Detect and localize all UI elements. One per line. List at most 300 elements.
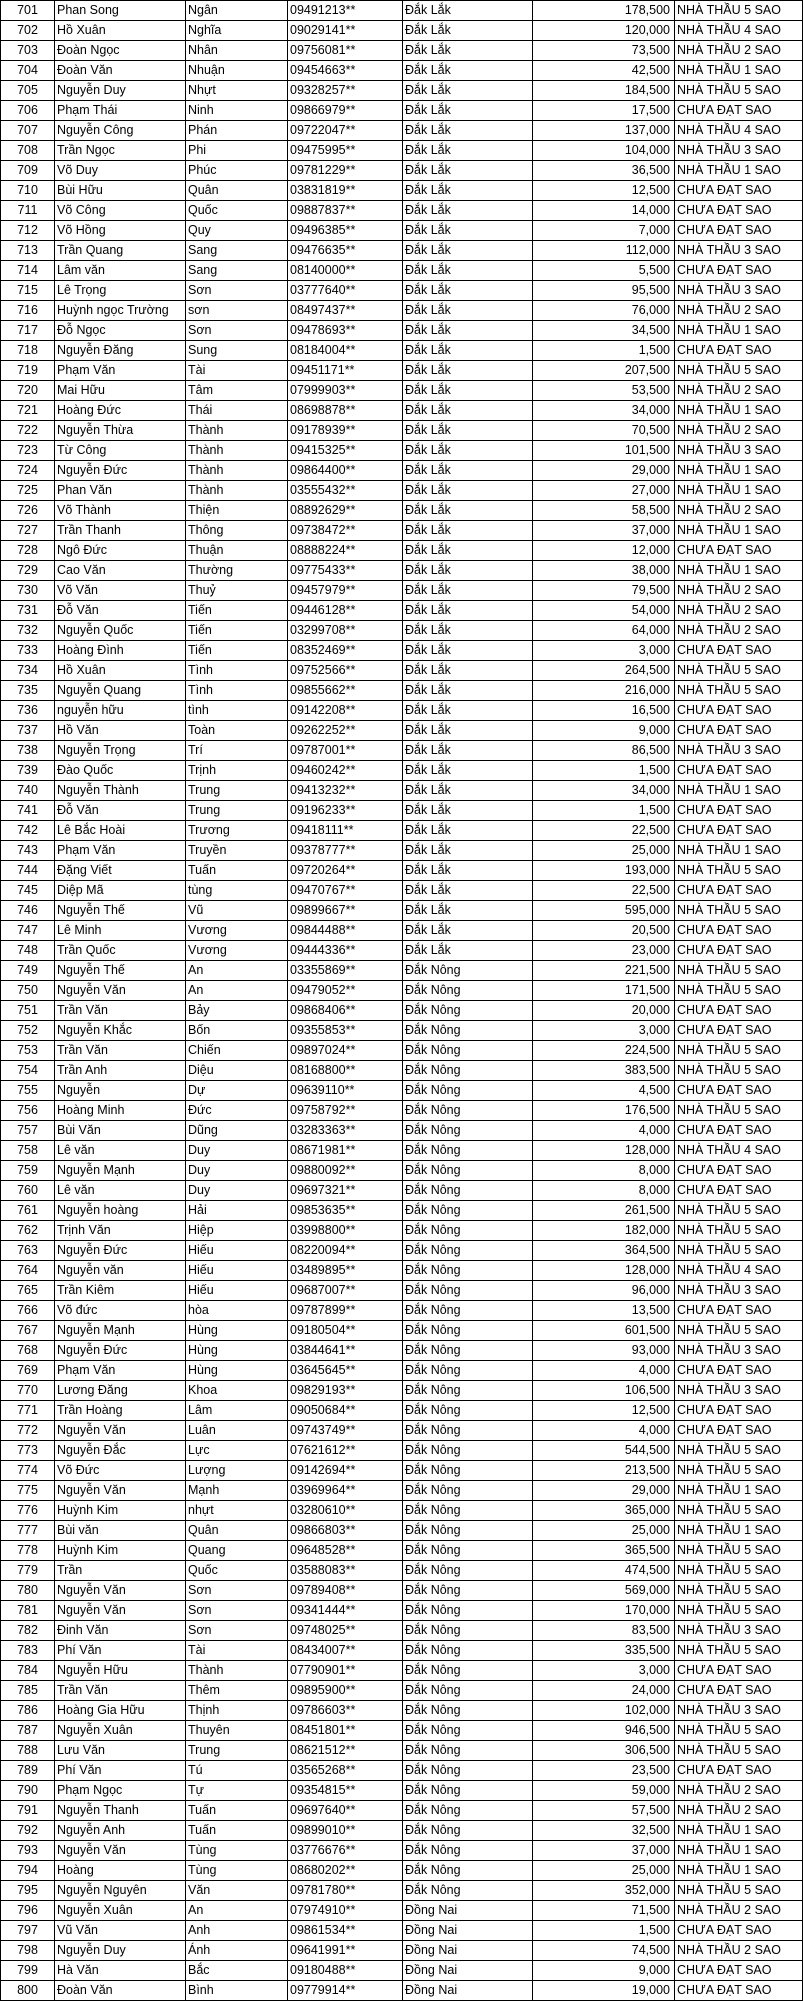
cell-hang: CHƯA ĐẠT SAO xyxy=(675,101,803,121)
cell-tinh: Đắk Nông xyxy=(403,961,533,981)
table-row xyxy=(1,1201,803,1221)
cell-so-dien-thoai: 03283363** xyxy=(288,1121,403,1141)
cell-tinh: Đồng Nai xyxy=(403,1941,533,1961)
cell-ten: Vương xyxy=(186,921,288,941)
cell-tinh: Đắk Nông xyxy=(403,1541,533,1561)
cell-hang: NHÀ THẦU 5 SAO xyxy=(675,961,803,981)
cell-so-dien-thoai: 03831819** xyxy=(288,181,403,201)
cell-tinh: Đắk Nông xyxy=(403,1061,533,1081)
cell-so-dien-thoai: 09789408** xyxy=(288,1581,403,1601)
cell-diem: 76,000 xyxy=(533,301,675,321)
cell-ten: Thuyên xyxy=(186,1721,288,1741)
cell-stt: 726 xyxy=(1,501,55,521)
cell-ten: Trí xyxy=(186,741,288,761)
cell-stt: 800 xyxy=(1,1981,55,2001)
cell-tinh: Đắk Lắk xyxy=(403,201,533,221)
cell-ten: Phúc xyxy=(186,161,288,181)
cell-ho-dem: Nguyễn Đăng xyxy=(55,341,186,361)
cell-ten: Hiếu xyxy=(186,1261,288,1281)
cell-stt: 755 xyxy=(1,1081,55,1101)
cell-tinh: Đắk Nông xyxy=(403,1161,533,1181)
cell-so-dien-thoai: 03555432** xyxy=(288,481,403,501)
cell-ten: Thành xyxy=(186,481,288,501)
cell-tinh: Đắk Nông xyxy=(403,1841,533,1861)
cell-ho-dem: Nguyễn văn xyxy=(55,1261,186,1281)
table-row xyxy=(1,1581,803,1601)
cell-ho-dem: nguyễn hữu xyxy=(55,701,186,721)
cell-stt: 744 xyxy=(1,861,55,881)
cell-ten: Quân xyxy=(186,1521,288,1541)
cell-stt: 721 xyxy=(1,401,55,421)
cell-diem: 365,000 xyxy=(533,1501,675,1521)
cell-diem: 101,500 xyxy=(533,441,675,461)
cell-ten: Ngân xyxy=(186,1,288,21)
cell-ten: Hùng xyxy=(186,1341,288,1361)
cell-tinh: Đắk Nông xyxy=(403,1801,533,1821)
cell-so-dien-thoai: 09697321** xyxy=(288,1181,403,1201)
table-row xyxy=(1,41,803,61)
cell-tinh: Đắk Lắk xyxy=(403,21,533,41)
cell-so-dien-thoai: 09748025** xyxy=(288,1621,403,1641)
cell-tinh: Đắk Lắk xyxy=(403,121,533,141)
cell-tinh: Đắk Nông xyxy=(403,1081,533,1101)
cell-ten: Phán xyxy=(186,121,288,141)
cell-diem: 25,000 xyxy=(533,841,675,861)
cell-ho-dem: Hoàng Đình xyxy=(55,641,186,661)
table-row xyxy=(1,1021,803,1041)
cell-tinh: Đắk Nông xyxy=(403,1261,533,1281)
cell-ten: Sơn xyxy=(186,1601,288,1621)
cell-hang: CHƯA ĐẠT SAO xyxy=(675,1021,803,1041)
cell-hang: NHÀ THẦU 2 SAO xyxy=(675,501,803,521)
cell-ho-dem: Phạm Văn xyxy=(55,1361,186,1381)
cell-stt: 774 xyxy=(1,1461,55,1481)
cell-ten: Duy xyxy=(186,1141,288,1161)
table-row xyxy=(1,1981,803,2001)
cell-ho-dem: Nguyễn Anh xyxy=(55,1821,186,1841)
cell-hang: NHÀ THẦU 1 SAO xyxy=(675,781,803,801)
cell-tinh: Đắk Nông xyxy=(403,1861,533,1881)
cell-hang: NHÀ THẦU 1 SAO xyxy=(675,401,803,421)
table-row xyxy=(1,1241,803,1261)
table-row xyxy=(1,141,803,161)
cell-ten: Hải xyxy=(186,1201,288,1221)
cell-ho-dem: Nguyễn Văn xyxy=(55,1841,186,1861)
cell-so-dien-thoai: 09180488** xyxy=(288,1961,403,1981)
cell-ten: Truyền xyxy=(186,841,288,861)
cell-diem: 3,000 xyxy=(533,641,675,661)
cell-tinh: Đắk Nông xyxy=(403,1761,533,1781)
table-row xyxy=(1,641,803,661)
cell-hang: NHÀ THẦU 2 SAO xyxy=(675,301,803,321)
cell-hang: NHÀ THẦU 5 SAO xyxy=(675,1721,803,1741)
cell-hang: NHÀ THẦU 5 SAO xyxy=(675,1641,803,1661)
cell-hang: NHÀ THẦU 2 SAO xyxy=(675,1801,803,1821)
cell-tinh: Đắk Nông xyxy=(403,1001,533,1021)
cell-ho-dem: Võ Thành xyxy=(55,501,186,521)
cell-diem: 64,000 xyxy=(533,621,675,641)
cell-so-dien-thoai: 03969964** xyxy=(288,1481,403,1501)
cell-stt: 772 xyxy=(1,1421,55,1441)
cell-ten: Tài xyxy=(186,361,288,381)
cell-stt: 777 xyxy=(1,1521,55,1541)
cell-ten: Chiến xyxy=(186,1041,288,1061)
table-row xyxy=(1,1101,803,1121)
cell-hang: CHƯA ĐẠT SAO xyxy=(675,1921,803,1941)
cell-ten: Duy xyxy=(186,1161,288,1181)
table-row xyxy=(1,81,803,101)
table-row xyxy=(1,101,803,121)
table-row xyxy=(1,1561,803,1581)
cell-diem: 365,500 xyxy=(533,1541,675,1561)
table-row xyxy=(1,621,803,641)
cell-ho-dem: Lê Minh xyxy=(55,921,186,941)
cell-ho-dem: Phạm Văn xyxy=(55,361,186,381)
cell-hang: NHÀ THẦU 5 SAO xyxy=(675,1561,803,1581)
cell-diem: 176,500 xyxy=(533,1101,675,1121)
cell-so-dien-thoai: 09491213** xyxy=(288,1,403,21)
cell-hang: NHÀ THẦU 1 SAO xyxy=(675,461,803,481)
cell-so-dien-thoai: 09457979** xyxy=(288,581,403,601)
cell-so-dien-thoai: 09829193** xyxy=(288,1381,403,1401)
table-row xyxy=(1,261,803,281)
cell-so-dien-thoai: 09866979** xyxy=(288,101,403,121)
cell-so-dien-thoai: 09687007** xyxy=(288,1281,403,1301)
cell-diem: 57,500 xyxy=(533,1801,675,1821)
cell-ten: hòa xyxy=(186,1301,288,1321)
cell-stt: 766 xyxy=(1,1301,55,1321)
cell-diem: 184,500 xyxy=(533,81,675,101)
table-row xyxy=(1,1741,803,1761)
cell-diem: 58,500 xyxy=(533,501,675,521)
cell-so-dien-thoai: 09475995** xyxy=(288,141,403,161)
cell-ten: Bắc xyxy=(186,1961,288,1981)
cell-ten: Tuấn xyxy=(186,1821,288,1841)
cell-so-dien-thoai: 09722047** xyxy=(288,121,403,141)
cell-diem: 171,500 xyxy=(533,981,675,1001)
cell-ho-dem: Đỗ Văn xyxy=(55,801,186,821)
cell-hang: CHƯA ĐẠT SAO xyxy=(675,541,803,561)
cell-tinh: Đắk Lắk xyxy=(403,661,533,681)
cell-so-dien-thoai: 09866803** xyxy=(288,1521,403,1541)
cell-stt: 761 xyxy=(1,1201,55,1221)
cell-ho-dem: Lâm văn xyxy=(55,261,186,281)
cell-stt: 753 xyxy=(1,1041,55,1061)
cell-ho-dem: Huỳnh ngọc Trường xyxy=(55,301,186,321)
cell-hang: CHƯA ĐẠT SAO xyxy=(675,1401,803,1421)
cell-hang: NHÀ THẦU 5 SAO xyxy=(675,1461,803,1481)
cell-tinh: Đắk Lắk xyxy=(403,681,533,701)
table-row xyxy=(1,801,803,821)
cell-stt: 709 xyxy=(1,161,55,181)
cell-tinh: Đồng Nai xyxy=(403,1921,533,1941)
cell-ho-dem: Nguyễn Thành xyxy=(55,781,186,801)
cell-diem: 1,500 xyxy=(533,1921,675,1941)
cell-tinh: Đắk Lắk xyxy=(403,821,533,841)
cell-ho-dem: Trần Quốc xyxy=(55,941,186,961)
cell-tinh: Đắk Lắk xyxy=(403,421,533,441)
cell-hang: CHƯA ĐẠT SAO xyxy=(675,1761,803,1781)
cell-ten: Thành xyxy=(186,421,288,441)
cell-diem: 4,500 xyxy=(533,1081,675,1101)
cell-stt: 769 xyxy=(1,1361,55,1381)
table-row xyxy=(1,1321,803,1341)
cell-so-dien-thoai: 08184004** xyxy=(288,341,403,361)
table-row xyxy=(1,1341,803,1361)
table-row xyxy=(1,401,803,421)
cell-ten: Thành xyxy=(186,461,288,481)
cell-diem: 96,000 xyxy=(533,1281,675,1301)
cell-tinh: Đắk Nông xyxy=(403,1421,533,1441)
cell-stt: 758 xyxy=(1,1141,55,1161)
table-row xyxy=(1,861,803,881)
cell-tinh: Đắk Lắk xyxy=(403,461,533,481)
cell-stt: 787 xyxy=(1,1721,55,1741)
cell-so-dien-thoai: 08220094** xyxy=(288,1241,403,1261)
cell-diem: 13,500 xyxy=(533,1301,675,1321)
cell-diem: 4,000 xyxy=(533,1361,675,1381)
table-row xyxy=(1,1641,803,1661)
cell-stt: 785 xyxy=(1,1681,55,1701)
cell-ten: Thêm xyxy=(186,1681,288,1701)
cell-so-dien-thoai: 09418111** xyxy=(288,821,403,841)
cell-diem: 19,000 xyxy=(533,1981,675,2001)
cell-stt: 724 xyxy=(1,461,55,481)
cell-diem: 207,500 xyxy=(533,361,675,381)
cell-ten: Lượng xyxy=(186,1461,288,1481)
cell-so-dien-thoai: 09178939** xyxy=(288,421,403,441)
cell-diem: 22,500 xyxy=(533,821,675,841)
cell-hang: NHÀ THẦU 1 SAO xyxy=(675,521,803,541)
cell-ten: Anh xyxy=(186,1921,288,1941)
cell-stt: 708 xyxy=(1,141,55,161)
cell-ten: Ninh xyxy=(186,101,288,121)
table-row xyxy=(1,1961,803,1981)
cell-tinh: Đắk Lắk xyxy=(403,841,533,861)
cell-ho-dem: Võ Văn xyxy=(55,581,186,601)
cell-ten: Luân xyxy=(186,1421,288,1441)
cell-stt: 780 xyxy=(1,1581,55,1601)
cell-hang: NHÀ THẦU 3 SAO xyxy=(675,1701,803,1721)
cell-hang: NHÀ THẦU 5 SAO xyxy=(675,1601,803,1621)
cell-so-dien-thoai: 09476635** xyxy=(288,241,403,261)
cell-hang: NHÀ THẦU 1 SAO xyxy=(675,321,803,341)
cell-ho-dem: Nguyễn Thừa xyxy=(55,421,186,441)
cell-diem: 3,000 xyxy=(533,1661,675,1681)
table-row xyxy=(1,1161,803,1181)
cell-tinh: Đắk Lắk xyxy=(403,901,533,921)
cell-ho-dem: Nguyễn Đức xyxy=(55,461,186,481)
cell-diem: 70,500 xyxy=(533,421,675,441)
table-row xyxy=(1,1721,803,1741)
cell-diem: 53,500 xyxy=(533,381,675,401)
cell-hang: CHƯA ĐẠT SAO xyxy=(675,1981,803,2001)
cell-ten: An xyxy=(186,1901,288,1921)
cell-hang: NHÀ THẦU 3 SAO xyxy=(675,741,803,761)
cell-so-dien-thoai: 07790901** xyxy=(288,1661,403,1681)
cell-ho-dem: Nguyễn Công xyxy=(55,121,186,141)
table-row xyxy=(1,1141,803,1161)
cell-ho-dem: Đỗ Văn xyxy=(55,601,186,621)
cell-so-dien-thoai: 09861534** xyxy=(288,1921,403,1941)
cell-ten: Trịnh xyxy=(186,761,288,781)
cell-diem: 86,500 xyxy=(533,741,675,761)
cell-hang: NHÀ THẦU 5 SAO xyxy=(675,661,803,681)
cell-diem: 36,500 xyxy=(533,161,675,181)
cell-tinh: Đắk Nông xyxy=(403,981,533,1001)
cell-diem: 34,500 xyxy=(533,321,675,341)
cell-hang: NHÀ THẦU 2 SAO xyxy=(675,1901,803,1921)
cell-diem: 1,500 xyxy=(533,341,675,361)
cell-ten: Quang xyxy=(186,1541,288,1561)
table-row xyxy=(1,1221,803,1241)
cell-so-dien-thoai: 09029141** xyxy=(288,21,403,41)
cell-tinh: Đắk Nông xyxy=(403,1721,533,1741)
cell-diem: 178,500 xyxy=(533,1,675,21)
cell-ho-dem: Nguyễn Quang xyxy=(55,681,186,701)
cell-ten: Trung xyxy=(186,1741,288,1761)
cell-diem: 59,000 xyxy=(533,1781,675,1801)
cell-so-dien-thoai: 09855662** xyxy=(288,681,403,701)
cell-ten: Sang xyxy=(186,261,288,281)
cell-so-dien-thoai: 08497437** xyxy=(288,301,403,321)
cell-so-dien-thoai: 09328257** xyxy=(288,81,403,101)
table-row xyxy=(1,1661,803,1681)
cell-stt: 711 xyxy=(1,201,55,221)
cell-so-dien-thoai: 09413232** xyxy=(288,781,403,801)
cell-ho-dem: Nguyễn Thế xyxy=(55,961,186,981)
cell-stt: 756 xyxy=(1,1101,55,1121)
cell-ten: Tú xyxy=(186,1761,288,1781)
cell-ten: Tâm xyxy=(186,381,288,401)
cell-so-dien-thoai: 09758792** xyxy=(288,1101,403,1121)
cell-hang: CHƯA ĐẠT SAO xyxy=(675,1681,803,1701)
cell-so-dien-thoai: 03645645** xyxy=(288,1361,403,1381)
cell-hang: NHÀ THẦU 5 SAO xyxy=(675,1581,803,1601)
cell-diem: 264,500 xyxy=(533,661,675,681)
cell-stt: 714 xyxy=(1,261,55,281)
table-row xyxy=(1,1061,803,1081)
cell-tinh: Đắk Lắk xyxy=(403,941,533,961)
table-row xyxy=(1,501,803,521)
cell-so-dien-thoai: 03355869** xyxy=(288,961,403,981)
cell-ho-dem: Hoàng xyxy=(55,1861,186,1881)
cell-stt: 710 xyxy=(1,181,55,201)
cell-stt: 782 xyxy=(1,1621,55,1641)
cell-diem: 3,000 xyxy=(533,1021,675,1041)
cell-hang: CHƯA ĐẠT SAO xyxy=(675,1661,803,1681)
cell-ho-dem: Đoàn Văn xyxy=(55,61,186,81)
cell-so-dien-thoai: 03998800** xyxy=(288,1221,403,1241)
cell-ho-dem: Mai Hữu xyxy=(55,381,186,401)
cell-tinh: Đắk Lắk xyxy=(403,321,533,341)
cell-stt: 798 xyxy=(1,1941,55,1961)
cell-so-dien-thoai: 08451801** xyxy=(288,1721,403,1741)
cell-stt: 723 xyxy=(1,441,55,461)
cell-hang: NHÀ THẦU 3 SAO xyxy=(675,1281,803,1301)
cell-tinh: Đắk Nông xyxy=(403,1361,533,1381)
cell-stt: 730 xyxy=(1,581,55,601)
cell-diem: 1,500 xyxy=(533,801,675,821)
table-row xyxy=(1,941,803,961)
cell-ho-dem: Trần Anh xyxy=(55,1061,186,1081)
cell-ten: Tài xyxy=(186,1641,288,1661)
table-row xyxy=(1,1301,803,1321)
table-row xyxy=(1,61,803,81)
cell-diem: 8,000 xyxy=(533,1181,675,1201)
cell-hang: NHÀ THẦU 5 SAO xyxy=(675,1041,803,1061)
cell-so-dien-thoai: 09720264** xyxy=(288,861,403,881)
cell-hang: NHÀ THẦU 1 SAO xyxy=(675,841,803,861)
cell-ten: Tùng xyxy=(186,1841,288,1861)
cell-ho-dem: Bùi Văn xyxy=(55,1121,186,1141)
cell-so-dien-thoai: 03565268** xyxy=(288,1761,403,1781)
cell-diem: 224,500 xyxy=(533,1041,675,1061)
cell-stt: 715 xyxy=(1,281,55,301)
cell-so-dien-thoai: 09451171** xyxy=(288,361,403,381)
cell-tinh: Đắk Nông xyxy=(403,1661,533,1681)
cell-diem: 137,000 xyxy=(533,121,675,141)
cell-diem: 104,000 xyxy=(533,141,675,161)
cell-so-dien-thoai: 09648528** xyxy=(288,1541,403,1561)
cell-stt: 734 xyxy=(1,661,55,681)
cell-tinh: Đắk Nông xyxy=(403,1041,533,1061)
cell-ho-dem: Hoàng Minh xyxy=(55,1101,186,1121)
cell-tinh: Đắk Lắk xyxy=(403,341,533,361)
cell-hang: NHÀ THẦU 1 SAO xyxy=(675,1821,803,1841)
cell-so-dien-thoai: 09479052** xyxy=(288,981,403,1001)
table-row xyxy=(1,481,803,501)
cell-ten: Tình xyxy=(186,661,288,681)
cell-ten: Quân xyxy=(186,181,288,201)
cell-diem: 112,000 xyxy=(533,241,675,261)
cell-so-dien-thoai: 09787899** xyxy=(288,1301,403,1321)
cell-hang: NHÀ THẦU 5 SAO xyxy=(675,1061,803,1081)
cell-diem: 261,500 xyxy=(533,1201,675,1221)
cell-diem: 1,500 xyxy=(533,761,675,781)
cell-stt: 728 xyxy=(1,541,55,561)
cell-hang: CHƯA ĐẠT SAO xyxy=(675,641,803,661)
cell-stt: 792 xyxy=(1,1821,55,1841)
cell-ten: Mạnh xyxy=(186,1481,288,1501)
cell-stt: 739 xyxy=(1,761,55,781)
cell-hang: NHÀ THẦU 1 SAO xyxy=(675,481,803,501)
cell-diem: 7,000 xyxy=(533,221,675,241)
table-row xyxy=(1,1781,803,1801)
cell-ho-dem: Hồ Xuân xyxy=(55,661,186,681)
cell-ho-dem: Nguyễn Thanh xyxy=(55,1801,186,1821)
cell-ten: Thuỷ xyxy=(186,581,288,601)
cell-diem: 79,500 xyxy=(533,581,675,601)
table-row xyxy=(1,341,803,361)
cell-ten: Thái xyxy=(186,401,288,421)
cell-stt: 789 xyxy=(1,1761,55,1781)
cell-ten: Duy xyxy=(186,1181,288,1201)
cell-ho-dem: Nguyễn Văn xyxy=(55,1421,186,1441)
cell-diem: 595,000 xyxy=(533,901,675,921)
cell-hang: NHÀ THẦU 4 SAO xyxy=(675,21,803,41)
cell-ho-dem: Trần Kiêm xyxy=(55,1281,186,1301)
cell-hang: NHÀ THẦU 5 SAO xyxy=(675,681,803,701)
cell-ho-dem: Nguyễn Duy xyxy=(55,1941,186,1961)
cell-ten: Thiện xyxy=(186,501,288,521)
cell-diem: 352,000 xyxy=(533,1881,675,1901)
cell-stt: 737 xyxy=(1,721,55,741)
table-row xyxy=(1,1361,803,1381)
cell-diem: 335,500 xyxy=(533,1641,675,1661)
cell-so-dien-thoai: 08680202** xyxy=(288,1861,403,1881)
cell-ten: Dự xyxy=(186,1081,288,1101)
